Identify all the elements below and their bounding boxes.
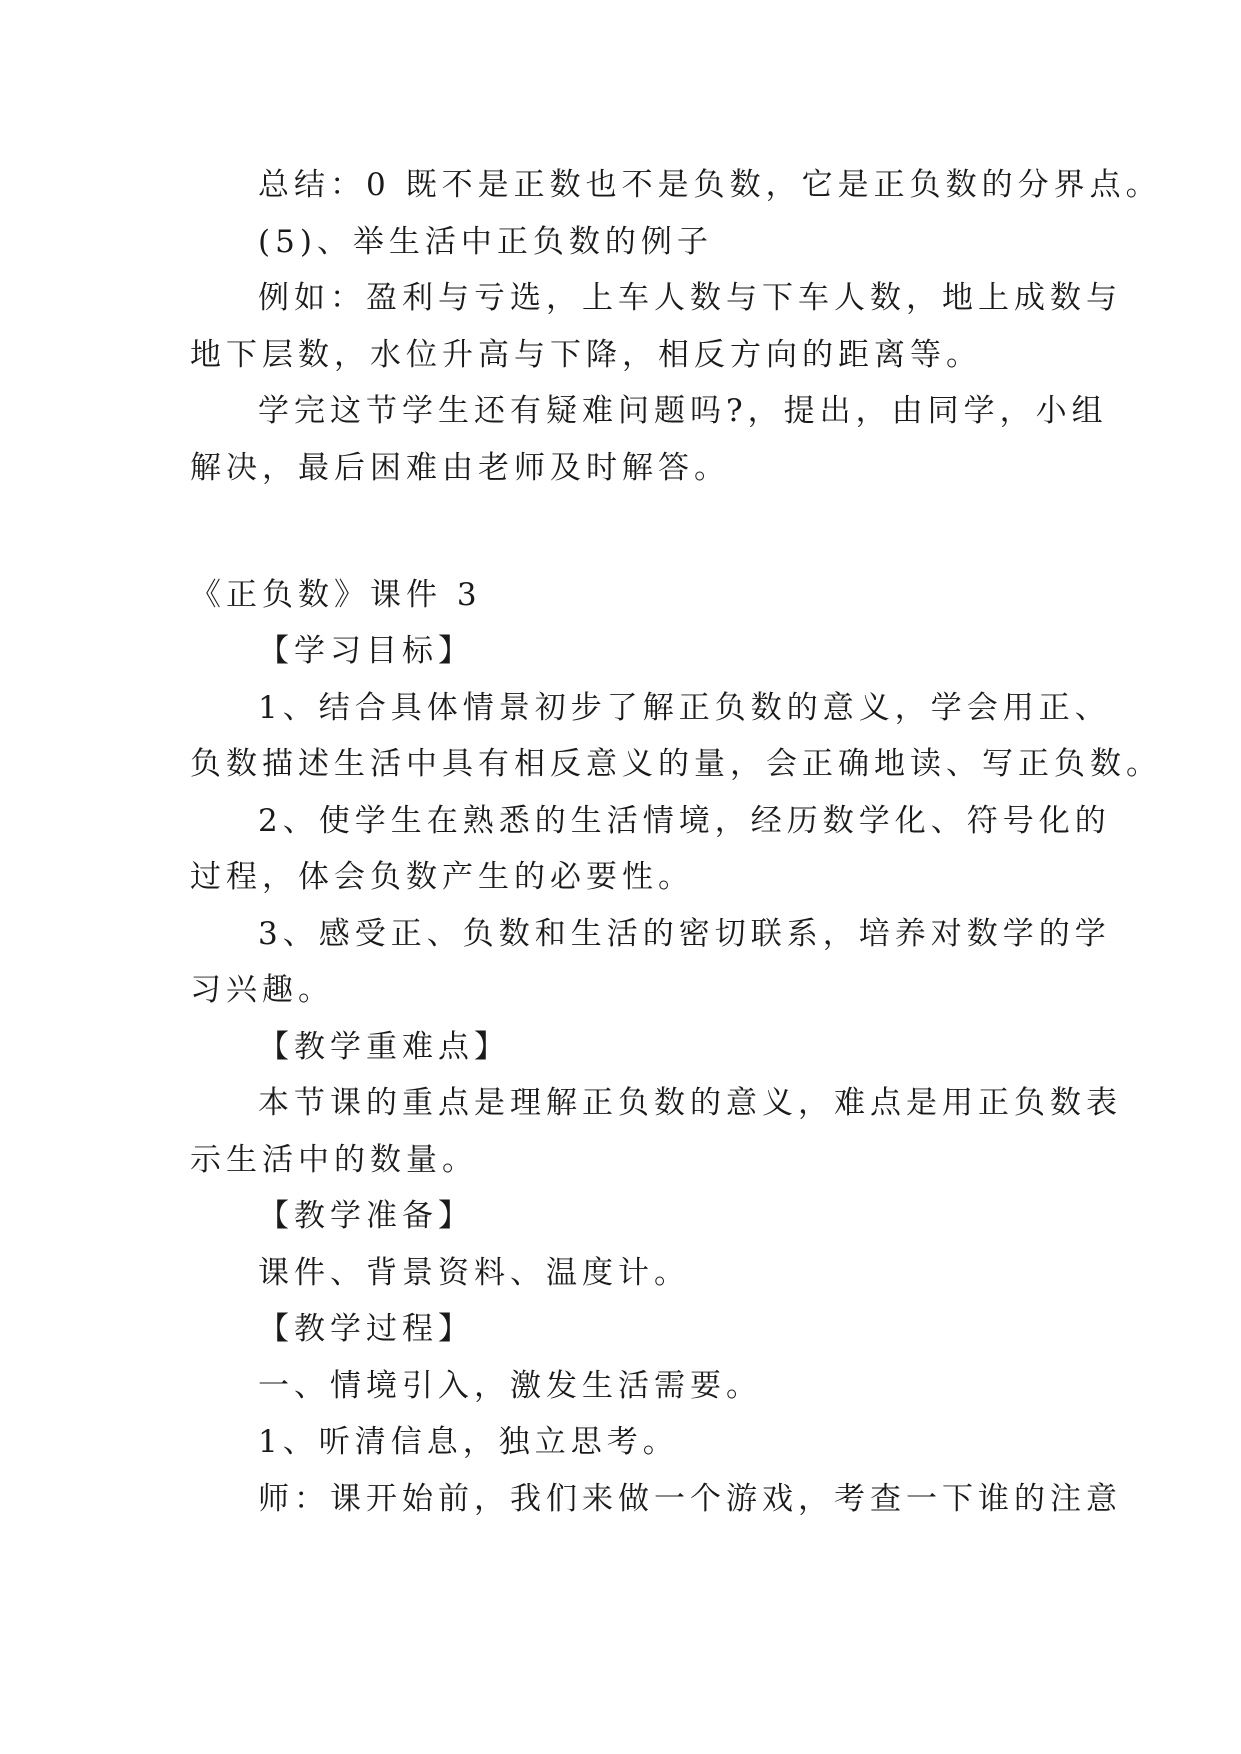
goal1-line-2: 负数描述生活中具有相反意义的量，会正确地读、写正负数。: [190, 746, 1162, 782]
section-title: 《正负数》课件 3: [190, 577, 482, 613]
questions-line-2: 解决，最后困难由老师及时解答。: [190, 450, 730, 486]
process-sub1: 1、听清信息，独立思考。: [258, 1424, 679, 1460]
goal2-line-1: 2、使学生在熟悉的生活情境，经历数学化、符号化的: [258, 803, 1111, 839]
example-line-2: 地下层数，水位升高与下降，相反方向的距离等。: [190, 337, 982, 373]
example-line-1: 例如：盈利与亏选，上车人数与下车人数，地上成数与: [258, 280, 1122, 316]
teacher-line: 师：课开始前，我们来做一个游戏，考查一下谁的注意: [258, 1481, 1122, 1517]
prep-text: 课件、背景资料、温度计。: [258, 1255, 690, 1291]
goal2-line-2: 过程，体会负数产生的必要性。: [190, 859, 694, 895]
goal3-line-1: 3、感受正、负数和生活的密切联系，培养对数学的学: [258, 916, 1111, 952]
summary-line: 总结：0 既不是正数也不是负数，它是正负数的分界点。: [258, 167, 1162, 203]
process-heading: 【教学过程】: [258, 1311, 474, 1347]
goal1-line-1: 1、结合具体情景初步了解正负数的意义，学会用正、: [258, 690, 1111, 726]
step5-line: (5)、举生活中正负数的例子: [258, 224, 713, 260]
questions-line-1: 学完这节学生还有疑难问题吗?，提出，由同学，小组: [258, 393, 1108, 429]
keypoints-heading: 【教学重难点】: [258, 1029, 510, 1065]
keypoints-line-1: 本节课的重点是理解正负数的意义，难点是用正负数表: [258, 1085, 1122, 1121]
goals-heading: 【学习目标】: [258, 633, 474, 669]
process-step1: 一、情境引入，激发生活需要。: [258, 1368, 762, 1404]
keypoints-line-2: 示生活中的数量。: [190, 1142, 478, 1178]
prep-heading: 【教学准备】: [258, 1198, 474, 1234]
goal3-line-2: 习兴趣。: [190, 972, 334, 1008]
